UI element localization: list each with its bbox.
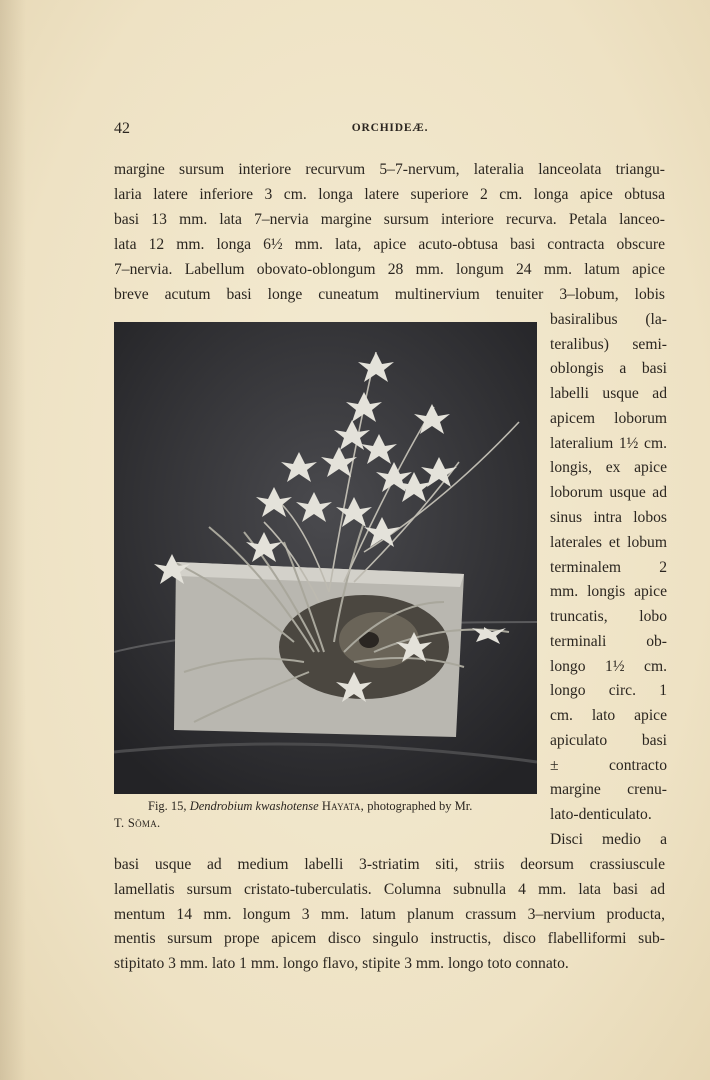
body-line: breve acutum basi longe cuneatum multinervium tenuiter 3–lobum, lobis <box>114 286 665 303</box>
side-line: loborum usque ad <box>550 484 667 501</box>
body-line: basi usque ad medium labelli 3-striatim siti, striis deorsum crassiuscule <box>114 856 665 873</box>
caption-prefix: Fig. 15, <box>148 799 187 813</box>
side-line: longo circ. 1 <box>550 682 667 699</box>
caption-rest: photographed by Mr. <box>367 799 473 813</box>
side-line: longo 1½ cm. <box>550 658 667 675</box>
body-line: stipitato 3 mm. lato 1 mm. longo flavo, stipite 3 mm. longo toto connato. <box>114 955 569 972</box>
figure-caption <box>114 798 540 832</box>
side-line: longis, ex apice <box>550 459 667 476</box>
body-line: margine sursum interiore recurvum 5–7-nervum, lateralia lanceolata triangu- <box>114 161 665 178</box>
body-line: lata 12 mm. longa 6½ mm. lata, apice acuto-obtusa basi contracta obscure <box>114 236 665 253</box>
side-line: margine crenu- <box>550 781 667 798</box>
caption-author: Hayata, <box>321 799 365 813</box>
side-line: cm. lato apice <box>550 707 667 724</box>
side-line: terminali ob- <box>550 633 667 650</box>
side-line: truncatis, lobo <box>550 608 667 625</box>
page-edge-shadow <box>0 0 26 1080</box>
side-line: Disci medio a <box>550 831 667 848</box>
running-head: ORCHIDEÆ. <box>351 122 429 134</box>
body-line: lamellatis sursum cristato-tuberculatis. Columna subnulla 4 mm. lata basi ad <box>114 881 665 898</box>
page-number: 42 <box>114 120 130 137</box>
caption-species: Dendrobium kwashotense <box>189 799 319 813</box>
side-line: terminalem 2 <box>550 559 667 576</box>
side-line: sinus intra lobos <box>550 509 667 526</box>
body-line: basi 13 mm. lata 7–nervia margine sursum interiore recurva. Petala lanceo- <box>114 211 665 228</box>
side-line: lateralium 1½ cm. <box>550 435 667 452</box>
body-line: mentis sursum prope apicem disco singulo instructis, disco flabelliformi sub- <box>114 930 665 947</box>
caption-line-2: T. Sōma. <box>114 816 161 830</box>
side-line: labelli usque ad <box>550 385 667 402</box>
page-header <box>114 120 666 142</box>
side-line: laterales et lobum <box>550 534 667 551</box>
side-line: oblongis a basi <box>550 360 667 377</box>
side-line: teralibus) semi- <box>550 336 667 353</box>
orchid-photograph <box>114 322 537 794</box>
side-line: mm. longis apice <box>550 583 667 600</box>
body-line: 7–nervia. Labellum obovato-oblongum 28 mm. longum 24 mm. latum apice <box>114 261 665 278</box>
side-line: apicem loborum <box>550 410 667 427</box>
side-line: lato-denticulato. <box>550 806 652 823</box>
body-line: mentum 14 mm. longum 3 mm. latum planum crassum 3–nervium producta, <box>114 906 665 923</box>
side-line: apiculato basi <box>550 732 667 749</box>
side-line: ± contracto <box>550 757 667 774</box>
body-line: laria latere inferiore 3 cm. longa latere superiore 2 cm. longa apice obtusa <box>114 186 665 203</box>
side-line: basiralibus (la- <box>550 311 667 328</box>
